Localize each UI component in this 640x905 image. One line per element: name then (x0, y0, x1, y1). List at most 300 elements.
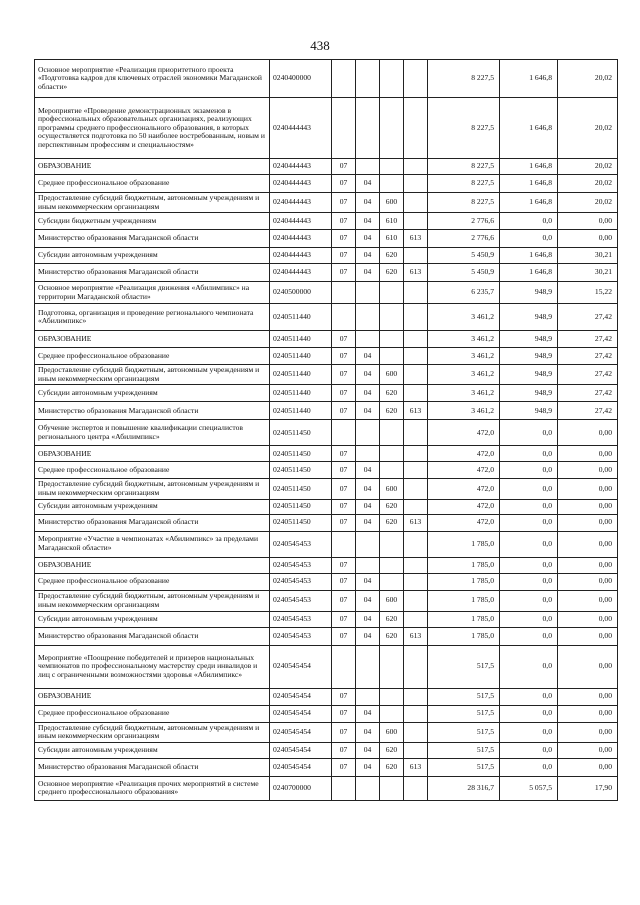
row-expense-type-cell: 620 (380, 402, 404, 420)
row-expense-type-cell (380, 573, 404, 590)
row-subsection-cell (356, 282, 380, 304)
row-subsection-cell: 04 (356, 193, 380, 213)
table-row (35, 446, 618, 462)
row-administrator-cell (404, 420, 428, 446)
row-name-cell: Предоставление субсидий бюджетным, автономным учреждениям и иным некоммерческим организациям (35, 193, 270, 213)
table-row (35, 230, 618, 248)
row-administrator-cell (404, 60, 428, 98)
row-name-cell: Субсидии автономным учреждениям (35, 742, 270, 758)
row-percent-cell: 0,00 (558, 420, 618, 446)
row-expense-type-cell (380, 304, 404, 331)
row-code-cell: 0240511450 (270, 462, 332, 479)
row-section-cell: 07 (332, 331, 356, 348)
row-name-cell: Министерство образования Магаданской области (35, 402, 270, 420)
row-administrator-cell: 613 (404, 402, 428, 420)
row-administrator-cell (404, 175, 428, 193)
table-row (35, 213, 618, 230)
row-fact-cell: 0,0 (500, 688, 558, 705)
row-code-cell: 0240444443 (270, 230, 332, 248)
row-name-cell: Подготовка, организация и проведение регионального чемпионата «Абилимпикс» (35, 304, 270, 331)
row-expense-type-cell (380, 531, 404, 557)
row-administrator-cell: 613 (404, 758, 428, 776)
row-code-cell: 0240511450 (270, 446, 332, 462)
row-administrator-cell (404, 365, 428, 385)
row-name-cell: ОБРАЗОВАНИЕ (35, 688, 270, 705)
row-plan-cell: 3 461,2 (428, 304, 500, 331)
row-expense-type-cell (380, 348, 404, 365)
row-expense-type-cell (380, 282, 404, 304)
row-subsection-cell (356, 645, 380, 688)
row-administrator-cell (404, 98, 428, 159)
row-expense-type-cell: 620 (380, 742, 404, 758)
row-name-cell: Министерство образования Магаданской области (35, 758, 270, 776)
row-section-cell: 07 (332, 446, 356, 462)
row-code-cell: 0240511440 (270, 365, 332, 385)
row-section-cell: 07 (332, 514, 356, 531)
row-expense-type-cell (380, 446, 404, 462)
row-name-cell: Мероприятие «Поощрение победителей и призеров национальных чемпионатов по профессиональному мастерству среди инвалидов и лиц с ограниченными возможностями здоровья «Абилимпикс» (35, 645, 270, 688)
row-fact-cell: 1 646,8 (500, 60, 558, 98)
row-percent-cell: 20,02 (558, 159, 618, 175)
row-subsection-cell (356, 420, 380, 446)
row-name-cell: Мероприятие «Участие в чемпионатах «Абилимпикс» за пределами Магаданской области» (35, 531, 270, 557)
row-percent-cell: 27,42 (558, 304, 618, 331)
row-percent-cell: 0,00 (558, 499, 618, 514)
row-administrator-cell (404, 348, 428, 365)
row-section-cell: 07 (332, 175, 356, 193)
row-expense-type-cell (380, 159, 404, 175)
row-fact-cell: 948,9 (500, 348, 558, 365)
row-fact-cell: 0,0 (500, 627, 558, 645)
row-percent-cell: 0,00 (558, 573, 618, 590)
row-expense-type-cell (380, 776, 404, 800)
row-subsection-cell: 04 (356, 248, 380, 264)
row-name-cell: Предоставление субсидий бюджетным, автономным учреждениям и иным некоммерческим организациям (35, 590, 270, 611)
row-code-cell: 0240400000 (270, 60, 332, 98)
row-fact-cell: 0,0 (500, 462, 558, 479)
row-administrator-cell (404, 705, 428, 722)
row-section-cell (332, 60, 356, 98)
table-row (35, 688, 618, 705)
row-subsection-cell (356, 557, 380, 573)
row-percent-cell: 27,42 (558, 348, 618, 365)
row-percent-cell: 0,00 (558, 479, 618, 499)
table-row (35, 557, 618, 573)
row-percent-cell: 27,42 (558, 402, 618, 420)
row-administrator-cell (404, 531, 428, 557)
row-expense-type-cell (380, 60, 404, 98)
row-plan-cell: 1 785,0 (428, 627, 500, 645)
row-expense-type-cell: 620 (380, 627, 404, 645)
row-plan-cell: 517,5 (428, 688, 500, 705)
row-section-cell (332, 531, 356, 557)
row-percent-cell: 0,00 (558, 514, 618, 531)
row-name-cell: Субсидии автономным учреждениям (35, 385, 270, 402)
row-name-cell: Основное мероприятие «Реализация прочих мероприятий в системе среднего профессионального образования» (35, 776, 270, 800)
row-code-cell: 0240511450 (270, 479, 332, 499)
row-expense-type-cell: 620 (380, 264, 404, 282)
row-section-cell: 07 (332, 462, 356, 479)
row-code-cell: 0240511440 (270, 331, 332, 348)
row-subsection-cell: 04 (356, 627, 380, 645)
table-row (35, 479, 618, 499)
row-fact-cell: 0,0 (500, 557, 558, 573)
row-plan-cell: 472,0 (428, 479, 500, 499)
row-administrator-cell (404, 248, 428, 264)
row-expense-type-cell (380, 688, 404, 705)
row-subsection-cell: 04 (356, 479, 380, 499)
row-name-cell: Среднее профессиональное образование (35, 573, 270, 590)
table-row (35, 331, 618, 348)
row-plan-cell: 472,0 (428, 420, 500, 446)
row-fact-cell: 948,9 (500, 282, 558, 304)
row-fact-cell: 0,0 (500, 590, 558, 611)
row-administrator-cell (404, 688, 428, 705)
table-row (35, 742, 618, 758)
table-row (35, 573, 618, 590)
row-plan-cell: 472,0 (428, 462, 500, 479)
row-plan-cell: 472,0 (428, 446, 500, 462)
row-plan-cell: 472,0 (428, 499, 500, 514)
row-plan-cell: 2 776,6 (428, 213, 500, 230)
row-expense-type-cell: 600 (380, 590, 404, 611)
row-code-cell: 0240511440 (270, 348, 332, 365)
table-row (35, 627, 618, 645)
row-subsection-cell (356, 304, 380, 331)
row-plan-cell: 3 461,2 (428, 348, 500, 365)
row-fact-cell: 1 646,8 (500, 264, 558, 282)
row-administrator-cell (404, 331, 428, 348)
table-row (35, 590, 618, 611)
row-name-cell: Мероприятие «Проведение демонстрационных экзаменов в профессиональных образовательных организациях, реализующих программы среднего профессионального образования, в которых осуществляется подготовка по 50 наиболее востребованным, новым и перспективным профессиям и специальностям» (35, 98, 270, 159)
row-code-cell: 0240444443 (270, 98, 332, 159)
row-fact-cell: 0,0 (500, 758, 558, 776)
row-code-cell: 0240511440 (270, 385, 332, 402)
row-administrator-cell (404, 193, 428, 213)
table-row (35, 248, 618, 264)
row-administrator-cell (404, 645, 428, 688)
row-percent-cell: 0,00 (558, 611, 618, 627)
row-code-cell: 0240545453 (270, 590, 332, 611)
row-code-cell: 0240545454 (270, 722, 332, 742)
row-administrator-cell: 613 (404, 264, 428, 282)
row-subsection-cell (356, 60, 380, 98)
row-plan-cell: 517,5 (428, 645, 500, 688)
row-percent-cell: 0,00 (558, 230, 618, 248)
row-plan-cell: 517,5 (428, 722, 500, 742)
row-expense-type-cell (380, 420, 404, 446)
row-code-cell: 0240545453 (270, 627, 332, 645)
row-section-cell: 07 (332, 557, 356, 573)
row-expense-type-cell: 600 (380, 722, 404, 742)
table-row (35, 462, 618, 479)
row-administrator-cell: 613 (404, 230, 428, 248)
row-subsection-cell: 04 (356, 402, 380, 420)
row-expense-type-cell (380, 645, 404, 688)
row-code-cell: 0240444443 (270, 159, 332, 175)
row-code-cell: 0240700000 (270, 776, 332, 800)
row-code-cell: 0240444443 (270, 248, 332, 264)
row-section-cell (332, 420, 356, 446)
row-subsection-cell: 04 (356, 175, 380, 193)
row-fact-cell: 1 646,8 (500, 175, 558, 193)
row-section-cell: 07 (332, 230, 356, 248)
row-name-cell: Предоставление субсидий бюджетным, автономным учреждениям и иным некоммерческим организациям (35, 479, 270, 499)
row-section-cell (332, 304, 356, 331)
row-percent-cell: 30,21 (558, 248, 618, 264)
row-code-cell: 0240444443 (270, 193, 332, 213)
row-fact-cell: 5 057,5 (500, 776, 558, 800)
row-plan-cell: 1 785,0 (428, 573, 500, 590)
row-administrator-cell (404, 479, 428, 499)
row-section-cell: 07 (332, 499, 356, 514)
row-section-cell: 07 (332, 627, 356, 645)
row-fact-cell: 948,9 (500, 304, 558, 331)
row-code-cell: 0240511450 (270, 499, 332, 514)
row-plan-cell: 1 785,0 (428, 531, 500, 557)
row-administrator-cell (404, 590, 428, 611)
row-administrator-cell (404, 776, 428, 800)
row-percent-cell: 0,00 (558, 645, 618, 688)
row-plan-cell: 517,5 (428, 742, 500, 758)
row-name-cell: Среднее профессиональное образование (35, 348, 270, 365)
table-row (35, 98, 618, 159)
table-row (35, 175, 618, 193)
row-expense-type-cell (380, 462, 404, 479)
row-subsection-cell (356, 159, 380, 175)
row-fact-cell: 0,0 (500, 514, 558, 531)
row-name-cell: ОБРАЗОВАНИЕ (35, 159, 270, 175)
row-administrator-cell (404, 213, 428, 230)
row-code-cell: 0240444443 (270, 213, 332, 230)
row-fact-cell: 948,9 (500, 402, 558, 420)
row-fact-cell: 1 646,8 (500, 193, 558, 213)
row-subsection-cell (356, 776, 380, 800)
table-row (35, 159, 618, 175)
table-row (35, 776, 618, 800)
row-percent-cell: 0,00 (558, 557, 618, 573)
row-plan-cell: 517,5 (428, 758, 500, 776)
row-expense-type-cell: 620 (380, 514, 404, 531)
row-section-cell (332, 282, 356, 304)
row-plan-cell: 1 785,0 (428, 590, 500, 611)
row-subsection-cell (356, 446, 380, 462)
row-administrator-cell (404, 742, 428, 758)
row-section-cell: 07 (332, 402, 356, 420)
row-plan-cell: 8 227,5 (428, 159, 500, 175)
table-row (35, 645, 618, 688)
row-percent-cell: 0,00 (558, 213, 618, 230)
row-subsection-cell: 04 (356, 611, 380, 627)
row-percent-cell: 30,21 (558, 264, 618, 282)
row-expense-type-cell: 610 (380, 230, 404, 248)
row-percent-cell: 0,00 (558, 688, 618, 705)
row-section-cell: 07 (332, 385, 356, 402)
row-percent-cell: 0,00 (558, 462, 618, 479)
row-plan-cell: 517,5 (428, 705, 500, 722)
row-section-cell (332, 98, 356, 159)
row-subsection-cell: 04 (356, 758, 380, 776)
row-plan-cell: 1 785,0 (428, 557, 500, 573)
row-fact-cell: 1 646,8 (500, 248, 558, 264)
row-name-cell: Министерство образования Магаданской области (35, 627, 270, 645)
table-row (35, 264, 618, 282)
row-expense-type-cell: 620 (380, 385, 404, 402)
row-subsection-cell: 04 (356, 462, 380, 479)
row-administrator-cell (404, 446, 428, 462)
row-subsection-cell: 04 (356, 348, 380, 365)
row-subsection-cell: 04 (356, 590, 380, 611)
row-percent-cell: 17,90 (558, 776, 618, 800)
row-percent-cell: 15,22 (558, 282, 618, 304)
row-percent-cell: 0,00 (558, 758, 618, 776)
row-subsection-cell (356, 531, 380, 557)
row-plan-cell: 3 461,2 (428, 402, 500, 420)
row-plan-cell: 8 227,5 (428, 98, 500, 159)
row-code-cell: 0240545453 (270, 573, 332, 590)
row-code-cell: 0240444443 (270, 175, 332, 193)
row-expense-type-cell: 620 (380, 499, 404, 514)
row-plan-cell: 8 227,5 (428, 60, 500, 98)
row-name-cell: Субсидии бюджетным учреждениям (35, 213, 270, 230)
row-fact-cell: 948,9 (500, 365, 558, 385)
row-expense-type-cell: 600 (380, 193, 404, 213)
row-subsection-cell (356, 331, 380, 348)
row-fact-cell: 0,0 (500, 230, 558, 248)
row-fact-cell: 0,0 (500, 446, 558, 462)
row-name-cell: Предоставление субсидий бюджетным, автономным учреждениям и иным некоммерческим организациям (35, 365, 270, 385)
row-name-cell: Среднее профессиональное образование (35, 705, 270, 722)
row-percent-cell: 0,00 (558, 531, 618, 557)
row-section-cell: 07 (332, 193, 356, 213)
row-fact-cell: 1 646,8 (500, 98, 558, 159)
table-row (35, 385, 618, 402)
table-row (35, 499, 618, 514)
table-row (35, 722, 618, 742)
row-fact-cell: 0,0 (500, 722, 558, 742)
row-administrator-cell: 613 (404, 627, 428, 645)
row-plan-cell: 3 461,2 (428, 331, 500, 348)
row-code-cell: 0240545454 (270, 742, 332, 758)
row-administrator-cell (404, 499, 428, 514)
table-row (35, 348, 618, 365)
table-row (35, 420, 618, 446)
row-code-cell: 0240545453 (270, 611, 332, 627)
row-fact-cell: 0,0 (500, 213, 558, 230)
row-section-cell: 07 (332, 159, 356, 175)
table-row (35, 60, 618, 98)
row-plan-cell: 6 235,7 (428, 282, 500, 304)
row-plan-cell: 3 461,2 (428, 385, 500, 402)
row-section-cell: 07 (332, 590, 356, 611)
row-subsection-cell (356, 688, 380, 705)
row-percent-cell: 20,02 (558, 60, 618, 98)
row-name-cell: Предоставление субсидий бюджетным, автономным учреждениям и иным некоммерческим организациям (35, 722, 270, 742)
page-number: 438 (310, 38, 330, 53)
table-row (35, 365, 618, 385)
row-plan-cell: 28 316,7 (428, 776, 500, 800)
row-section-cell: 07 (332, 213, 356, 230)
row-administrator-cell (404, 573, 428, 590)
row-name-cell: Среднее профессиональное образование (35, 175, 270, 193)
row-name-cell: Министерство образования Магаданской области (35, 264, 270, 282)
row-fact-cell: 0,0 (500, 499, 558, 514)
row-plan-cell: 8 227,5 (428, 193, 500, 213)
row-percent-cell: 0,00 (558, 705, 618, 722)
row-section-cell: 07 (332, 705, 356, 722)
row-plan-cell: 1 785,0 (428, 611, 500, 627)
row-subsection-cell: 04 (356, 365, 380, 385)
row-code-cell: 0240545453 (270, 557, 332, 573)
row-expense-type-cell: 610 (380, 213, 404, 230)
row-expense-type-cell (380, 705, 404, 722)
row-name-cell: ОБРАЗОВАНИЕ (35, 446, 270, 462)
table-row (35, 402, 618, 420)
budget-table (34, 59, 618, 801)
row-subsection-cell: 04 (356, 742, 380, 758)
row-code-cell: 0240545454 (270, 705, 332, 722)
row-fact-cell: 948,9 (500, 385, 558, 402)
row-percent-cell: 0,00 (558, 742, 618, 758)
row-subsection-cell: 04 (356, 573, 380, 590)
row-subsection-cell: 04 (356, 514, 380, 531)
row-subsection-cell: 04 (356, 213, 380, 230)
row-subsection-cell: 04 (356, 499, 380, 514)
row-section-cell: 07 (332, 264, 356, 282)
row-expense-type-cell (380, 557, 404, 573)
row-percent-cell: 0,00 (558, 627, 618, 645)
row-name-cell: Основное мероприятие «Реализация приоритетного проекта «Подготовка кадров для ключевых отраслей экономики Магаданской области» (35, 60, 270, 98)
row-fact-cell: 948,9 (500, 331, 558, 348)
row-section-cell: 07 (332, 742, 356, 758)
row-percent-cell: 20,02 (558, 175, 618, 193)
row-fact-cell: 1 646,8 (500, 159, 558, 175)
row-plan-cell: 472,0 (428, 514, 500, 531)
row-plan-cell: 8 227,5 (428, 175, 500, 193)
row-name-cell: Субсидии автономным учреждениям (35, 499, 270, 514)
table-row (35, 193, 618, 213)
row-section-cell: 07 (332, 479, 356, 499)
row-code-cell: 0240545454 (270, 758, 332, 776)
table-row (35, 282, 618, 304)
row-code-cell: 0240500000 (270, 282, 332, 304)
row-percent-cell: 0,00 (558, 590, 618, 611)
table-row (35, 304, 618, 331)
row-expense-type-cell (380, 331, 404, 348)
row-plan-cell: 2 776,6 (428, 230, 500, 248)
row-section-cell: 07 (332, 365, 356, 385)
row-name-cell: Субсидии автономным учреждениям (35, 248, 270, 264)
row-subsection-cell: 04 (356, 230, 380, 248)
row-percent-cell: 0,00 (558, 722, 618, 742)
row-percent-cell: 27,42 (558, 331, 618, 348)
row-subsection-cell: 04 (356, 264, 380, 282)
row-fact-cell: 0,0 (500, 479, 558, 499)
row-plan-cell: 3 461,2 (428, 365, 500, 385)
row-section-cell: 07 (332, 688, 356, 705)
row-administrator-cell (404, 385, 428, 402)
row-name-cell: Министерство образования Магаданской области (35, 514, 270, 531)
row-fact-cell: 0,0 (500, 742, 558, 758)
row-administrator-cell (404, 159, 428, 175)
row-code-cell: 0240545453 (270, 531, 332, 557)
row-code-cell: 0240511440 (270, 402, 332, 420)
row-section-cell: 07 (332, 758, 356, 776)
row-subsection-cell: 04 (356, 722, 380, 742)
row-fact-cell: 0,0 (500, 420, 558, 446)
row-expense-type-cell: 600 (380, 365, 404, 385)
row-code-cell: 0240511440 (270, 304, 332, 331)
